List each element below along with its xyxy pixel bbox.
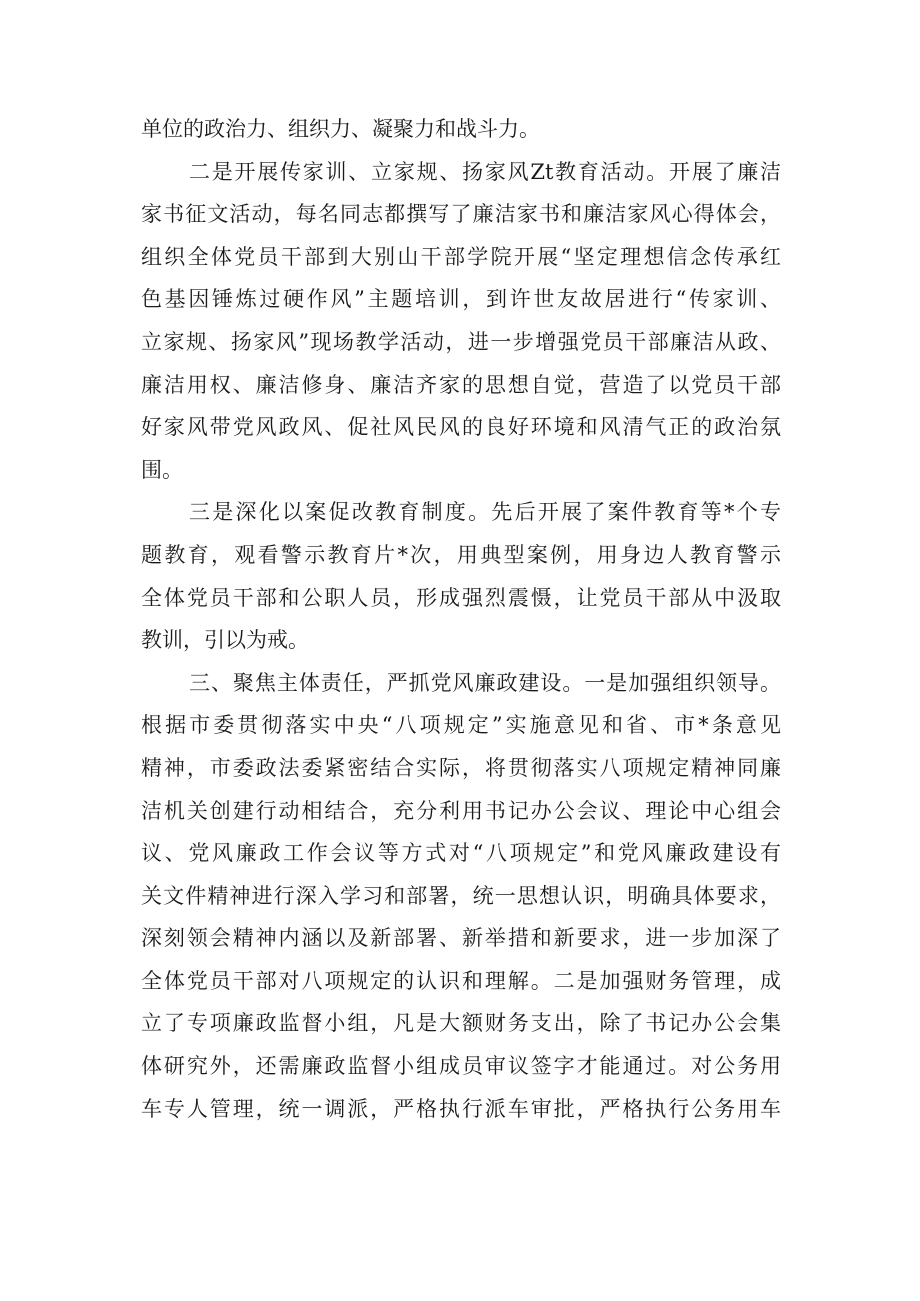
text-line: 精神，市委政法委紧密结合实际，将贯彻落实八项规定精神同廉 (141, 755, 781, 780)
text-line: 家书征文活动，每名同志都撰写了廉洁家书和廉洁家风心得体会， (141, 202, 781, 227)
text-line: 色基因锤炼过硬作风”主题培训，到许世友故居进行“传家训、 (141, 287, 781, 312)
text-line: 车专人管理，统一调派，严格执行派车审批，严格执行公务用车 (141, 1096, 781, 1121)
text-line: 廉洁用权、廉洁修身、廉洁齐家的思想自觉，营造了以党员干部 (141, 372, 781, 397)
text-line: 好家风带党风政风、促社风民风的良好环境和风清气正的政治氛 (141, 415, 781, 440)
text-line: 立家规、扬家风”现场教学活动，进一步增强党员干部廉洁从政、 (141, 329, 781, 354)
text-line: 围。 (141, 457, 183, 482)
body-text (141, 108, 781, 1130)
text-line: 体研究外，还需廉政监督小组成员审议签字才能通过。对公务用 (141, 1054, 781, 1079)
text-line: 洁机关创建行动相结合，充分利用书记办公会议、理论中心组会 (141, 798, 781, 823)
text-line: 教训，引以为戒。 (141, 628, 309, 653)
text-line: 议、党风廉政工作会议等方式对“八项规定”和党风廉政建设有 (141, 841, 781, 866)
text-line: 深刻领会精神内涵以及新部署、新举措和新要求，进一步加深了 (141, 926, 781, 951)
text-line: 根据市委贯彻落实中央“八项规定”实施意见和省、市*条意见 (141, 713, 781, 738)
text-line: 单位的政治力、组织力、凝聚力和战斗力。 (141, 117, 540, 141)
text-line: 关文件精神进行深入学习和部署，统一思想认识，明确具体要求， (141, 883, 781, 908)
paragraph-first-line: 二是开展传家训、立家规、扬家风Zt教育活动。开展了廉洁 (189, 159, 781, 184)
text-line: 组织全体党员干部到大别山干部学院开展“坚定理想信念传承红 (141, 244, 781, 269)
paragraph-first-line: 三是深化以案促改教育制度。先后开展了案件教育等*个专 (189, 500, 781, 525)
text-line: 全体党员干部对八项规定的认识和理解。二是加强财务管理，成 (141, 968, 781, 993)
paragraph-first-line: 三、聚焦主体责任，严抓党风廉政建设。一是加强组织领导。 (189, 670, 781, 695)
text-line: 题教育，观看警示教育片*次，用典型案例，用身边人教育警示 (141, 542, 781, 567)
text-line: 全体党员干部和公职人员，形成强烈震慑，让党员干部从中汲取 (141, 585, 781, 610)
text-line: 立了专项廉政监督小组，凡是大额财务支出，除了书记办公会集 (141, 1011, 781, 1036)
